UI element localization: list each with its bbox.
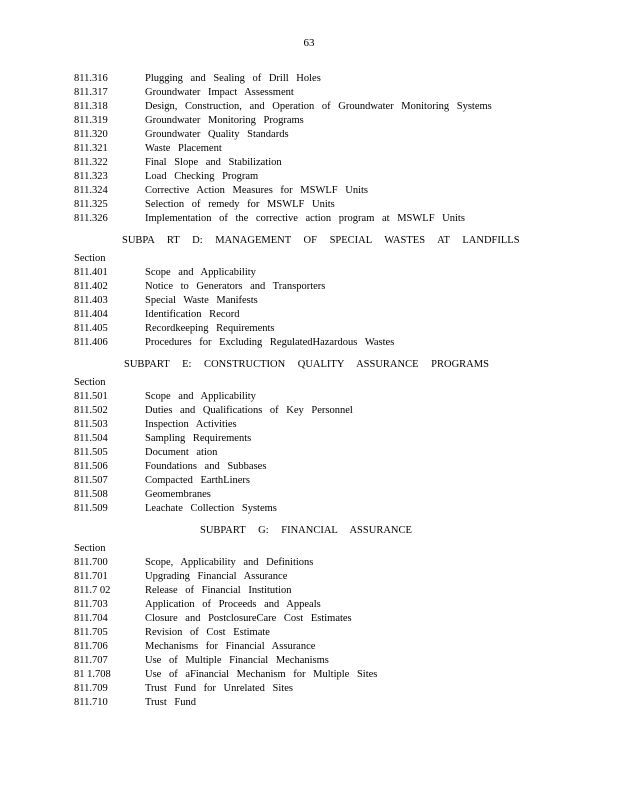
toc-entry xyxy=(74,418,574,432)
section-title: Special Waste Manifests xyxy=(145,295,258,306)
section-title: Scope, Applicability and Definitions xyxy=(145,557,314,568)
section-title: Implementation of the corrective action program at MSWLF Units xyxy=(145,213,465,224)
toc-entry xyxy=(74,404,574,418)
page-number: 63 xyxy=(303,37,315,49)
section-number: 811.401 xyxy=(74,267,108,278)
section-number: 811.319 xyxy=(74,115,108,126)
toc-entry xyxy=(74,266,574,280)
section-number: 811.402 xyxy=(74,281,108,292)
section-number: 811.316 xyxy=(74,73,108,84)
toc-entry xyxy=(74,488,574,502)
section-title: Final Slope and Stabilization xyxy=(145,157,282,168)
toc-entry xyxy=(74,72,574,86)
section-title: Use of Multiple Financial Mechanisms xyxy=(145,655,329,666)
toc-entry xyxy=(74,142,574,156)
toc-entry xyxy=(74,114,574,128)
section-title: Geomembranes xyxy=(145,489,211,500)
section-title: Release of Financial Institution xyxy=(145,585,292,596)
section-title: Document ation xyxy=(145,447,218,458)
toc-entry xyxy=(74,640,574,654)
section-title: Trust Fund xyxy=(145,697,197,708)
section-number: 811.404 xyxy=(74,309,108,320)
section-number: 81 1.708 xyxy=(74,669,111,680)
toc-entry xyxy=(74,128,574,142)
toc-entry xyxy=(74,474,574,488)
toc-entry xyxy=(74,598,574,612)
section-number: 811.705 xyxy=(74,627,108,638)
section-number: 811.321 xyxy=(74,143,108,154)
section-label: Section xyxy=(74,377,106,388)
section-number: 811.701 xyxy=(74,571,108,582)
section-number: 811.323 xyxy=(74,171,108,182)
section-title: Duties and Qualifications of Key Personnel xyxy=(145,405,353,416)
subpart-heading: SUBPART G: FINANCIAL ASSURANCE xyxy=(200,525,412,536)
section-title: Revision of Cost Estimate xyxy=(145,627,270,638)
section-number: 811.706 xyxy=(74,641,108,652)
section-title: Scope and Applicability xyxy=(145,391,256,402)
toc-entry xyxy=(74,100,574,114)
section-number: 811.320 xyxy=(74,129,108,140)
section-title: Foundations and Subbases xyxy=(145,461,267,472)
toc-entry xyxy=(74,336,574,350)
section-title: Design, Construction, and Operation of Groundwater Monitoring Systems xyxy=(145,101,492,112)
toc-entry xyxy=(74,432,574,446)
toc-entry xyxy=(74,668,574,682)
section-number: 811.406 xyxy=(74,337,108,348)
toc-entry xyxy=(74,696,574,710)
section-title: Procedures for Excluding RegulatedHazardous Wastes xyxy=(145,337,395,348)
section-title: Waste Placement xyxy=(145,143,222,154)
section-number: 811.700 xyxy=(74,557,108,568)
section-label: Section xyxy=(74,253,106,264)
section-title: Closure and PostclosureCare Cost Estimates xyxy=(145,613,352,624)
section-number: 811.704 xyxy=(74,613,108,624)
toc-entry xyxy=(74,556,574,570)
section-title: Notice to Generators and Transporters xyxy=(145,281,326,292)
toc-entry xyxy=(74,584,574,598)
section-number: 811.501 xyxy=(74,391,108,402)
section-number: 811.502 xyxy=(74,405,108,416)
toc-entry xyxy=(74,280,574,294)
toc-entry xyxy=(74,502,574,516)
section-number: 811.403 xyxy=(74,295,108,306)
subpart-heading: SUBPART E: CONSTRUCTION QUALITY ASSURANCE PROGRAMS xyxy=(124,359,489,370)
toc-entry xyxy=(74,294,574,308)
section-number: 811.509 xyxy=(74,503,108,514)
section-number: 811.707 xyxy=(74,655,108,666)
section-label: Section xyxy=(74,543,106,554)
toc-group xyxy=(74,234,574,350)
toc-entry xyxy=(74,682,574,696)
toc-entry xyxy=(74,212,574,226)
section-title: Compacted EarthLiners xyxy=(145,475,251,486)
toc-entry xyxy=(74,170,574,184)
section-number: 811.324 xyxy=(74,185,108,196)
section-title: Inspection Activities xyxy=(145,419,237,430)
section-title: Plugging and Sealing of Drill Holes xyxy=(145,73,321,84)
section-number: 811.508 xyxy=(74,489,108,500)
subpart-heading: SUBPA RT D: MANAGEMENT OF SPECIAL WASTES AT LANDFILLS xyxy=(122,235,520,246)
section-number: 811.506 xyxy=(74,461,108,472)
section-number: 811.317 xyxy=(74,87,108,98)
toc-entry xyxy=(74,446,574,460)
section-title: Corrective Action Measures for MSWLF Units xyxy=(145,185,369,196)
toc-entry xyxy=(74,156,574,170)
section-title: Upgrading Financial Assurance xyxy=(145,571,288,582)
section-number: 811.318 xyxy=(74,101,108,112)
toc-entry xyxy=(74,570,574,584)
toc-entry xyxy=(74,460,574,474)
toc-entry xyxy=(74,184,574,198)
section-title: Groundwater Impact Assessment xyxy=(145,87,294,98)
section-title: Scope and Applicability xyxy=(145,267,256,278)
section-number: 811.405 xyxy=(74,323,108,334)
section-title: Groundwater Quality Standards xyxy=(145,129,289,140)
section-number: 811.709 xyxy=(74,683,108,694)
section-title: Recordkeeping Requirements xyxy=(145,323,275,334)
table-of-contents xyxy=(74,72,574,710)
section-number: 811.322 xyxy=(74,157,108,168)
toc-entry xyxy=(74,308,574,322)
toc-entry xyxy=(74,86,574,100)
section-title: Use of aFinancial Mechanism for Multiple Sites xyxy=(145,669,378,680)
section-number: 811.325 xyxy=(74,199,108,210)
section-title: Sampling Requirements xyxy=(145,433,252,444)
section-number: 811.7 02 xyxy=(74,585,111,596)
section-title: Selection of remedy for MSWLF Units xyxy=(145,199,335,210)
toc-group xyxy=(74,72,574,226)
section-number: 811.504 xyxy=(74,433,108,444)
section-number: 811.326 xyxy=(74,213,108,224)
section-title: Identification Record xyxy=(145,309,240,320)
toc-entry xyxy=(74,612,574,626)
toc-entry xyxy=(74,390,574,404)
section-title: Mechanisms for Financial Assurance xyxy=(145,641,316,652)
section-title: Application of Proceeds and Appeals xyxy=(145,599,321,610)
section-number: 811.505 xyxy=(74,447,108,458)
toc-group xyxy=(74,524,574,710)
section-title: Trust Fund for Unrelated Sites xyxy=(145,683,293,694)
section-number: 811.503 xyxy=(74,419,108,430)
section-title: Groundwater Monitoring Programs xyxy=(145,115,304,126)
section-number: 811.507 xyxy=(74,475,108,486)
toc-entry xyxy=(74,626,574,640)
toc-entry xyxy=(74,322,574,336)
section-title: Load Checking Program xyxy=(145,171,259,182)
section-number: 811.710 xyxy=(74,697,108,708)
section-title: Leachate Collection Systems xyxy=(145,503,277,514)
section-number: 811.703 xyxy=(74,599,108,610)
toc-entry xyxy=(74,198,574,212)
toc-group xyxy=(74,358,574,516)
toc-entry xyxy=(74,654,574,668)
